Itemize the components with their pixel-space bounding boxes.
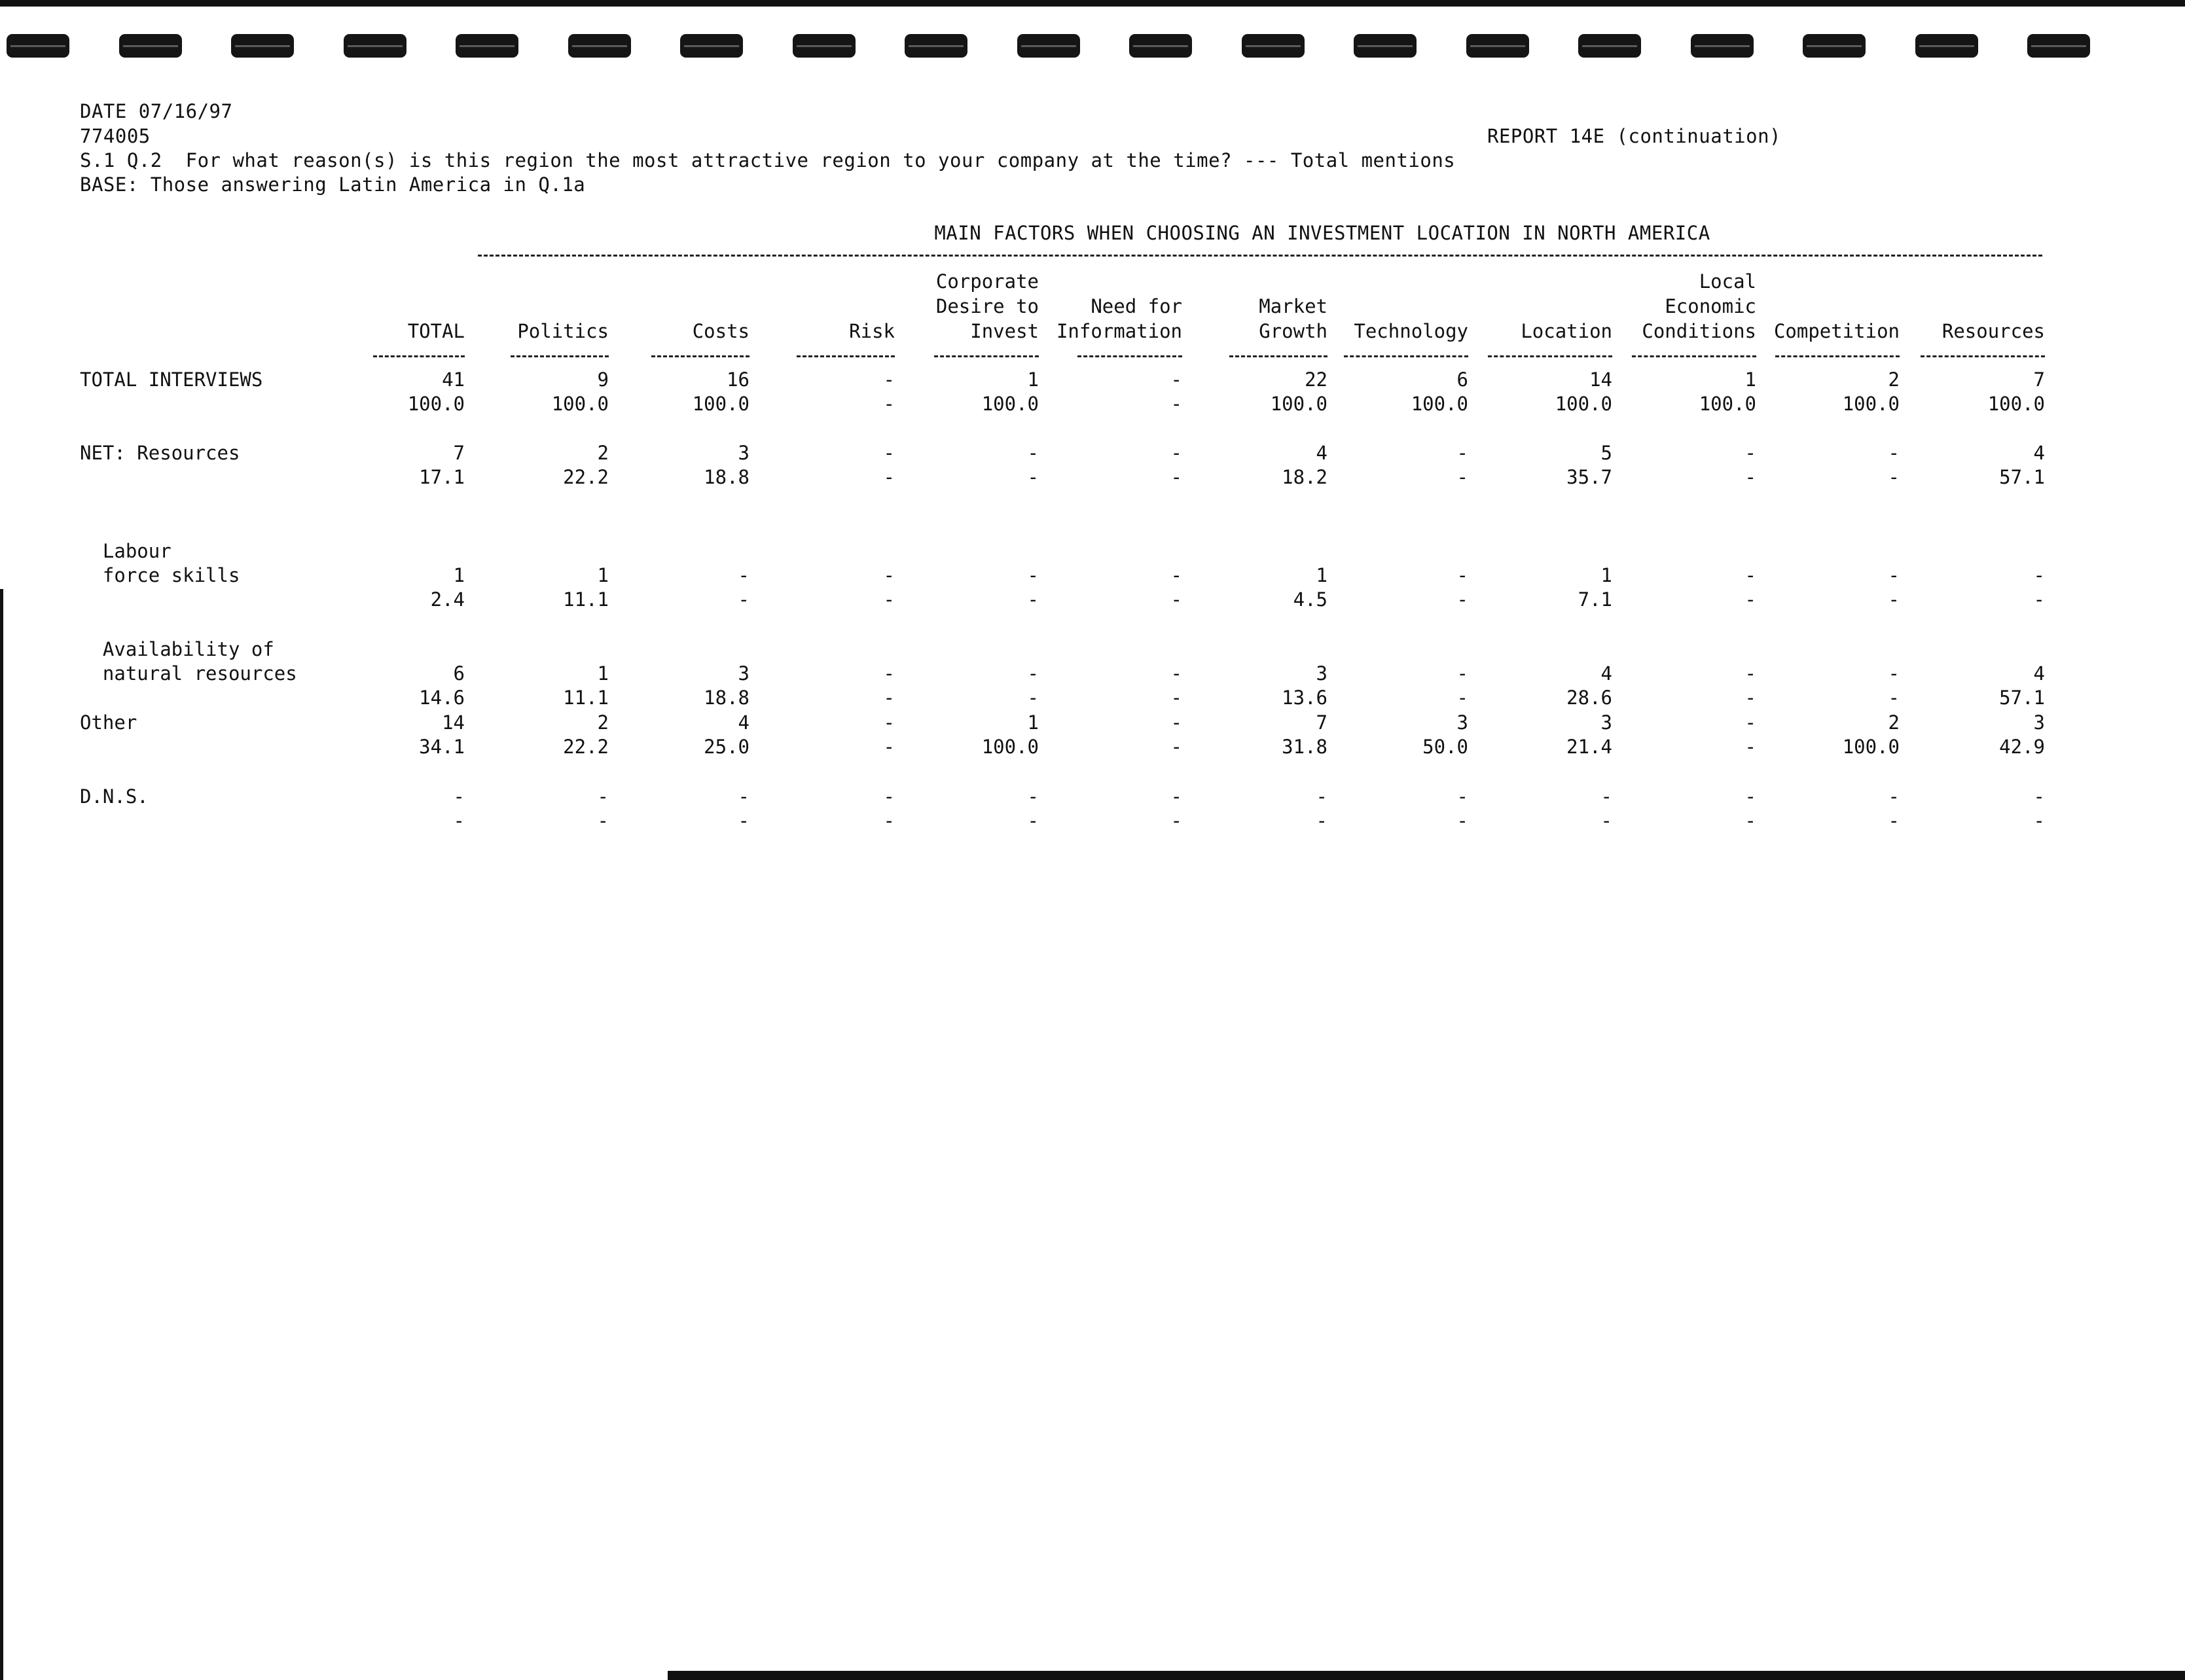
row-label: NET: Resources xyxy=(80,442,240,464)
percent-cell: - xyxy=(1744,687,1756,709)
count-cell: - xyxy=(2033,564,2045,586)
percent-cell: 14.6 xyxy=(419,687,465,709)
percent-cell: 100.0 xyxy=(692,393,749,415)
column-header-rule xyxy=(511,355,609,357)
percent-cell: 35.7 xyxy=(1566,466,1612,488)
count-cell: 2 xyxy=(597,442,609,464)
count-cell: - xyxy=(1888,564,1900,586)
percent-cell: - xyxy=(883,687,895,709)
percent-cell: - xyxy=(883,393,895,415)
percent-cell: - xyxy=(1456,588,1468,611)
count-cell: 6 xyxy=(1456,368,1468,391)
row-label: force skills xyxy=(80,564,240,586)
feed-hole xyxy=(119,34,182,58)
count-cell: 3 xyxy=(1316,662,1327,685)
count-cell: - xyxy=(2033,785,2045,808)
column-header-line: Need for xyxy=(1091,295,1182,317)
percent-cell: 100.0 xyxy=(981,393,1039,415)
percent-cell: - xyxy=(1744,588,1756,611)
count-cell: 3 xyxy=(738,662,749,685)
count-cell: - xyxy=(1170,711,1182,734)
percent-cell: 100.0 xyxy=(1842,736,1900,758)
percent-cell: 100.0 xyxy=(407,393,465,415)
percent-cell: - xyxy=(883,466,895,488)
percent-cell: - xyxy=(1170,466,1182,488)
column-header-line: Resources xyxy=(1941,320,2045,342)
count-cell: 1 xyxy=(1600,564,1612,586)
job-number: 774005 xyxy=(80,125,151,147)
percent-cell: - xyxy=(1027,687,1039,709)
count-cell: - xyxy=(453,785,465,808)
percent-cell: - xyxy=(1170,810,1182,832)
column-header-line: Costs xyxy=(692,320,749,342)
count-cell: - xyxy=(1744,785,1756,808)
percent-cell: 18.8 xyxy=(704,687,749,709)
count-cell: 9 xyxy=(597,368,609,391)
count-cell: - xyxy=(1027,564,1039,586)
count-cell: - xyxy=(738,785,749,808)
count-cell: 3 xyxy=(1456,711,1468,734)
count-cell: 16 xyxy=(727,368,749,391)
percent-cell: - xyxy=(1744,810,1756,832)
column-header-rule xyxy=(373,355,465,357)
count-cell: - xyxy=(1456,785,1468,808)
feed-hole xyxy=(1915,34,1978,58)
count-cell: 41 xyxy=(442,368,465,391)
column-header-rule xyxy=(651,355,749,357)
count-cell: - xyxy=(1456,662,1468,685)
column-header-line: Location xyxy=(1521,320,1612,342)
percent-cell: - xyxy=(1888,687,1900,709)
count-cell: 4 xyxy=(738,711,749,734)
column-header-line: Growth xyxy=(1259,320,1327,342)
count-cell: - xyxy=(1600,785,1612,808)
count-cell: 4 xyxy=(2033,662,2045,685)
count-cell: 1 xyxy=(597,564,609,586)
percent-cell: 4.5 xyxy=(1293,588,1327,611)
question-text: S.1 Q.2 For what reason(s) is this region the most attractive region to your company at the time? --- Total mentions xyxy=(80,149,1456,171)
percent-cell: 18.2 xyxy=(1282,466,1327,488)
column-header-rule xyxy=(797,355,895,357)
column-header-rule xyxy=(1488,355,1612,357)
percent-cell: - xyxy=(2033,588,2045,611)
count-cell: 4 xyxy=(2033,442,2045,464)
feed-hole xyxy=(568,34,631,58)
feed-hole xyxy=(7,34,69,58)
percent-cell: 100.0 xyxy=(1987,393,2045,415)
count-cell: 5 xyxy=(1600,442,1612,464)
count-cell: - xyxy=(1316,785,1327,808)
column-header-rule xyxy=(1344,355,1468,357)
count-cell: - xyxy=(1170,442,1182,464)
percent-cell: 42.9 xyxy=(1999,736,2045,758)
count-cell: 2 xyxy=(1888,368,1900,391)
column-header-line: Economic xyxy=(1665,295,1756,317)
count-cell: 7 xyxy=(1316,711,1327,734)
percent-cell: - xyxy=(1170,588,1182,611)
percent-cell: 2.4 xyxy=(430,588,465,611)
feed-hole xyxy=(905,34,967,58)
percent-cell: - xyxy=(1744,736,1756,758)
count-cell: - xyxy=(883,368,895,391)
percent-cell: - xyxy=(883,736,895,758)
count-cell: 1 xyxy=(1316,564,1327,586)
count-cell: - xyxy=(883,785,895,808)
percent-cell: 25.0 xyxy=(704,736,749,758)
column-header-line: Desire to xyxy=(935,295,1039,317)
percent-cell: 57.1 xyxy=(1999,687,2045,709)
percent-cell: - xyxy=(883,588,895,611)
count-cell: 4 xyxy=(1316,442,1327,464)
count-cell: 1 xyxy=(1744,368,1756,391)
count-cell: 1 xyxy=(597,662,609,685)
count-cell: - xyxy=(1744,662,1756,685)
column-header-line xyxy=(1849,269,2045,294)
column-header-rule xyxy=(934,355,1039,357)
percent-cell: - xyxy=(1456,810,1468,832)
percent-cell: - xyxy=(1888,810,1900,832)
percent-cell: - xyxy=(1170,736,1182,758)
count-cell: 1 xyxy=(1027,711,1039,734)
percent-cell: 31.8 xyxy=(1282,736,1327,758)
percent-cell: - xyxy=(1744,466,1756,488)
feed-hole xyxy=(1017,34,1080,58)
count-cell: - xyxy=(1027,785,1039,808)
column-header-rule xyxy=(1921,355,2045,357)
feed-hole xyxy=(793,34,856,58)
feed-hole xyxy=(1578,34,1641,58)
percent-cell: 100.0 xyxy=(1270,393,1327,415)
percent-cell: 18.8 xyxy=(704,466,749,488)
feed-hole xyxy=(231,34,294,58)
row-label: Labour xyxy=(80,540,172,562)
table-title: MAIN FACTORS WHEN CHOOSING AN INVESTMENT LOCATION IN NORTH AMERICA xyxy=(934,222,1710,244)
count-cell: - xyxy=(1170,368,1182,391)
column-header-line: Technology xyxy=(1354,320,1468,342)
percent-cell: 100.0 xyxy=(1842,393,1900,415)
percent-cell: 22.2 xyxy=(563,736,609,758)
count-cell: 14 xyxy=(442,711,465,734)
count-cell: - xyxy=(1888,662,1900,685)
count-cell: 2 xyxy=(597,711,609,734)
feed-hole xyxy=(1129,34,1192,58)
title-dash-rule xyxy=(478,255,2042,257)
percent-cell: - xyxy=(738,810,749,832)
column-header-line: Market xyxy=(1259,295,1327,317)
feed-hole xyxy=(1803,34,1866,58)
feed-hole xyxy=(680,34,743,58)
row-label: D.N.S. xyxy=(80,785,149,808)
count-cell: - xyxy=(738,564,749,586)
count-cell: 1 xyxy=(453,564,465,586)
count-cell: - xyxy=(1170,785,1182,808)
percent-cell: - xyxy=(1456,687,1468,709)
percent-cell: 100.0 xyxy=(981,736,1039,758)
column-header-line: Risk xyxy=(849,320,895,342)
feed-hole xyxy=(1354,34,1417,58)
column-header-line: Information xyxy=(1056,320,1182,342)
count-cell: 2 xyxy=(1888,711,1900,734)
percent-cell: - xyxy=(1600,810,1612,832)
percent-cell: - xyxy=(1888,466,1900,488)
count-cell: 3 xyxy=(2033,711,2045,734)
percent-cell: 11.1 xyxy=(563,588,609,611)
count-cell: - xyxy=(1744,564,1756,586)
column-header xyxy=(1849,269,2045,344)
column-header-line: Conditions xyxy=(1642,320,1756,342)
count-cell: - xyxy=(883,711,895,734)
feed-hole xyxy=(1466,34,1529,58)
percent-cell: - xyxy=(1456,466,1468,488)
percent-cell: 28.6 xyxy=(1566,687,1612,709)
count-cell: - xyxy=(1027,442,1039,464)
count-cell: - xyxy=(597,785,609,808)
count-cell: - xyxy=(1888,785,1900,808)
percent-cell: 34.1 xyxy=(419,736,465,758)
percent-cell: 13.6 xyxy=(1282,687,1327,709)
report-date: DATE 07/16/97 xyxy=(80,100,233,122)
column-header-line: Invest xyxy=(970,320,1039,342)
column-header-rule xyxy=(1077,355,1182,357)
count-cell: - xyxy=(1027,662,1039,685)
percent-cell: - xyxy=(597,810,609,832)
count-cell: - xyxy=(883,442,895,464)
feed-hole xyxy=(2027,34,2090,58)
count-cell: - xyxy=(1456,442,1468,464)
percent-cell: 50.0 xyxy=(1422,736,1468,758)
bottom-edge-rule xyxy=(668,1671,2185,1680)
left-edge-rule xyxy=(0,589,3,1680)
count-cell: 14 xyxy=(1589,368,1612,391)
count-cell: - xyxy=(883,564,895,586)
count-cell: 7 xyxy=(2033,368,2045,391)
column-header-line: Competition xyxy=(1773,320,1900,342)
column-header-line: Politics xyxy=(517,320,609,342)
percent-cell: 100.0 xyxy=(1699,393,1756,415)
count-cell: 3 xyxy=(1600,711,1612,734)
percent-cell: - xyxy=(1027,810,1039,832)
percent-cell: - xyxy=(1888,588,1900,611)
count-cell: - xyxy=(1744,442,1756,464)
percent-cell: 100.0 xyxy=(1555,393,1612,415)
percent-cell: - xyxy=(1027,466,1039,488)
percent-cell: - xyxy=(2033,810,2045,832)
column-header-line xyxy=(1849,294,2045,319)
feed-hole xyxy=(456,34,518,58)
percent-cell: - xyxy=(1027,588,1039,611)
percent-cell: 21.4 xyxy=(1566,736,1612,758)
top-edge-rule xyxy=(0,0,2185,7)
count-cell: - xyxy=(1744,711,1756,734)
percent-cell: 57.1 xyxy=(1999,466,2045,488)
feed-hole xyxy=(1691,34,1754,58)
report-id: REPORT 14E (continuation) xyxy=(1487,125,1781,147)
feed-hole xyxy=(1242,34,1305,58)
percent-cell: 17.1 xyxy=(419,466,465,488)
count-cell: 1 xyxy=(1027,368,1039,391)
percent-cell: 22.2 xyxy=(563,466,609,488)
count-cell: - xyxy=(1170,662,1182,685)
feed-hole xyxy=(344,34,406,58)
percent-cell: - xyxy=(883,810,895,832)
row-label: natural resources xyxy=(80,662,297,685)
percent-cell: - xyxy=(738,588,749,611)
percent-cell: - xyxy=(1170,687,1182,709)
count-cell: 22 xyxy=(1305,368,1327,391)
count-cell: 3 xyxy=(738,442,749,464)
column-header-rule xyxy=(1229,355,1327,357)
base-text: BASE: Those answering Latin America in Q.1a xyxy=(80,173,586,196)
percent-cell: - xyxy=(1316,810,1327,832)
percent-cell: 11.1 xyxy=(563,687,609,709)
count-cell: - xyxy=(1170,564,1182,586)
column-header-rule xyxy=(1775,355,1900,357)
percent-cell: - xyxy=(453,810,465,832)
percent-cell: 100.0 xyxy=(551,393,609,415)
column-header-line: TOTAL xyxy=(407,320,465,342)
row-label: Other xyxy=(80,711,137,734)
percent-cell: 7.1 xyxy=(1578,588,1612,611)
count-cell: - xyxy=(883,662,895,685)
count-cell: - xyxy=(1456,564,1468,586)
count-cell: - xyxy=(1888,442,1900,464)
column-header-rule xyxy=(1632,355,1756,357)
column-header-line: Corporate xyxy=(935,270,1039,293)
count-cell: 4 xyxy=(1600,662,1612,685)
percent-cell: - xyxy=(1170,393,1182,415)
row-label: TOTAL INTERVIEWS xyxy=(80,368,263,391)
row-label: Availability of xyxy=(80,638,274,660)
count-cell: 6 xyxy=(453,662,465,685)
count-cell: 7 xyxy=(453,442,465,464)
column-header-line: Local xyxy=(1699,270,1756,293)
percent-cell: 100.0 xyxy=(1411,393,1468,415)
